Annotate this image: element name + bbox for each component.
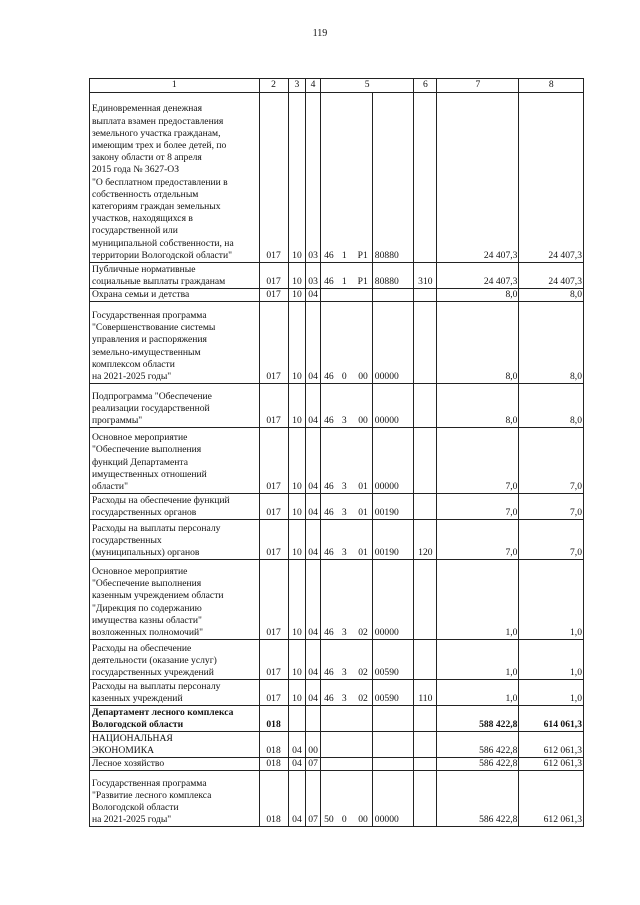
code-direction bbox=[372, 732, 414, 758]
description-line: государственных учреждений bbox=[92, 667, 214, 678]
header-cell: 7 bbox=[437, 79, 519, 93]
code-expense-type bbox=[414, 640, 437, 680]
header-cell: 8 bbox=[519, 79, 584, 93]
code-subprogram: 3 bbox=[337, 384, 352, 428]
description-line: "Развитие лесного комплекса bbox=[92, 789, 212, 801]
description-line: возложенных полномочий" bbox=[92, 627, 204, 638]
code-subsection: 04 bbox=[306, 494, 321, 520]
code-subprogram: 1 bbox=[337, 93, 352, 263]
table-row bbox=[90, 289, 584, 302]
code-program bbox=[320, 732, 337, 758]
code-expense-type: 120 bbox=[414, 520, 437, 560]
code-expense-type bbox=[414, 302, 437, 384]
amount-2023: 7,0 bbox=[519, 520, 584, 560]
code-subsection: 04 bbox=[306, 289, 321, 302]
code-program: 46 bbox=[320, 494, 337, 520]
code-section: 10 bbox=[288, 640, 306, 680]
code-program: 46 bbox=[320, 560, 337, 640]
table-row bbox=[90, 428, 584, 494]
code-event bbox=[352, 706, 373, 732]
code-section: 10 bbox=[288, 384, 306, 428]
description-line: Лесное хозяйство bbox=[92, 758, 165, 770]
description-line: участков, находящихся в bbox=[92, 213, 193, 225]
code-direction bbox=[372, 289, 414, 302]
row-description bbox=[90, 640, 260, 680]
row-description bbox=[90, 680, 260, 706]
amount-2022: 586 422,8 bbox=[437, 758, 519, 771]
code-subsection: 04 bbox=[306, 640, 321, 680]
code-subsection: 03 bbox=[306, 93, 321, 263]
code-program: 46 bbox=[320, 93, 337, 263]
code-subsection: 04 bbox=[306, 560, 321, 640]
code-admin: 017 bbox=[259, 560, 288, 640]
code-event: 01 bbox=[352, 520, 373, 560]
code-section: 04 bbox=[288, 771, 306, 827]
code-admin: 017 bbox=[259, 520, 288, 560]
row-description bbox=[90, 771, 260, 827]
table-row bbox=[90, 560, 584, 640]
description-line: Департамент лесного комплекса bbox=[92, 706, 234, 718]
code-expense-type bbox=[414, 494, 437, 520]
code-subprogram bbox=[337, 732, 352, 758]
code-expense-type bbox=[414, 732, 437, 758]
description-line: имущества казны области" bbox=[92, 614, 202, 626]
code-admin: 017 bbox=[259, 428, 288, 494]
code-section: 10 bbox=[288, 428, 306, 494]
description-line: на 2021-2025 годы" bbox=[92, 814, 172, 826]
code-program bbox=[320, 289, 337, 302]
code-expense-type bbox=[414, 289, 437, 302]
table-row bbox=[90, 732, 584, 758]
description-line: Подпрограмма "Обеспечение bbox=[92, 390, 212, 402]
amount-2022: 7,0 bbox=[437, 520, 519, 560]
amount-2022: 24 407,3 bbox=[437, 263, 519, 289]
code-expense-type bbox=[414, 93, 437, 263]
description-line: управления и распоряжения bbox=[92, 334, 207, 346]
description-line: собственность отдельным bbox=[92, 188, 199, 200]
description-line: "Совершенствование системы bbox=[92, 322, 216, 334]
description-line: Расходы на обеспечение bbox=[92, 642, 192, 654]
description-line: казенным учреждением области bbox=[92, 590, 224, 602]
description-line: деятельности (оказание услуг) bbox=[92, 654, 217, 666]
code-section: 10 bbox=[288, 680, 306, 706]
row-description bbox=[90, 706, 260, 732]
code-event: 01 bbox=[352, 428, 373, 494]
description-line: имеющим трех и более детей, по bbox=[92, 139, 227, 151]
code-section: 04 bbox=[288, 758, 306, 771]
code-subsection: 04 bbox=[306, 680, 321, 706]
code-subsection: 04 bbox=[306, 520, 321, 560]
code-event bbox=[352, 289, 373, 302]
code-admin: 017 bbox=[259, 680, 288, 706]
description-line: "Обеспечение выполнения bbox=[92, 578, 202, 590]
code-direction: 00000 bbox=[372, 560, 414, 640]
code-admin: 017 bbox=[259, 263, 288, 289]
description-line: государственной или bbox=[92, 225, 178, 237]
table-row bbox=[90, 640, 584, 680]
code-section: 10 bbox=[288, 560, 306, 640]
code-admin: 017 bbox=[259, 384, 288, 428]
code-direction: 00190 bbox=[372, 520, 414, 560]
row-description bbox=[90, 93, 260, 263]
description-line: Единовременная денежная bbox=[92, 103, 203, 115]
table-row bbox=[90, 494, 584, 520]
description-line: программы" bbox=[92, 415, 143, 426]
description-line: государственных органов bbox=[92, 507, 197, 518]
table-row bbox=[90, 771, 584, 827]
code-direction: 00000 bbox=[372, 428, 414, 494]
code-subprogram: 3 bbox=[337, 520, 352, 560]
description-line: выплата взамен предоставления bbox=[92, 115, 224, 127]
code-subprogram: 3 bbox=[337, 680, 352, 706]
amount-2022: 1,0 bbox=[437, 640, 519, 680]
table-row bbox=[90, 384, 584, 428]
code-subsection: 04 bbox=[306, 428, 321, 494]
description-line: комплексом области bbox=[92, 358, 175, 370]
description-line: НАЦИОНАЛЬНАЯ bbox=[92, 732, 173, 744]
description-line: Государственная программа bbox=[92, 777, 207, 789]
code-admin: 017 bbox=[259, 289, 288, 302]
code-program: 50 bbox=[320, 771, 337, 827]
row-description bbox=[90, 560, 260, 640]
code-section: 10 bbox=[288, 520, 306, 560]
description-line: земельно-имущественным bbox=[92, 346, 201, 358]
code-subprogram bbox=[337, 706, 352, 732]
code-event bbox=[352, 732, 373, 758]
amount-2022: 586 422,8 bbox=[437, 732, 519, 758]
code-subprogram bbox=[337, 758, 352, 771]
amount-2023: 1,0 bbox=[519, 640, 584, 680]
code-section bbox=[288, 706, 306, 732]
code-program bbox=[320, 706, 337, 732]
code-subsection: 00 bbox=[306, 732, 321, 758]
code-event: 00 bbox=[352, 384, 373, 428]
row-description bbox=[90, 758, 260, 771]
amount-2023: 24 407,3 bbox=[519, 263, 584, 289]
code-direction: 00000 bbox=[372, 384, 414, 428]
code-admin: 017 bbox=[259, 640, 288, 680]
code-event: 01 bbox=[352, 494, 373, 520]
code-subprogram bbox=[337, 289, 352, 302]
row-description bbox=[90, 732, 260, 758]
amount-2022: 586 422,8 bbox=[437, 771, 519, 827]
row-description bbox=[90, 302, 260, 384]
row-description bbox=[90, 428, 260, 494]
table-row bbox=[90, 263, 584, 289]
code-subsection: 07 bbox=[306, 758, 321, 771]
amount-2022: 1,0 bbox=[437, 560, 519, 640]
row-description bbox=[90, 494, 260, 520]
description-line: Расходы на выплаты персоналу bbox=[92, 680, 221, 692]
amount-2023: 24 407,3 bbox=[519, 93, 584, 263]
amount-2022: 588 422,8 bbox=[437, 706, 519, 732]
code-expense-type bbox=[414, 758, 437, 771]
row-description bbox=[90, 289, 260, 302]
code-expense-type bbox=[414, 428, 437, 494]
row-description bbox=[90, 263, 260, 289]
code-direction: 00590 bbox=[372, 640, 414, 680]
description-line: Расходы на обеспечение функций bbox=[92, 494, 230, 506]
description-line: муниципальной собственности, на bbox=[92, 237, 234, 249]
code-expense-type bbox=[414, 384, 437, 428]
description-line: казенных учреждений bbox=[92, 693, 183, 704]
description-line: имущественных отношений bbox=[92, 468, 207, 480]
amount-2023: 614 061,3 bbox=[519, 706, 584, 732]
header-row bbox=[90, 79, 584, 93]
code-admin: 018 bbox=[259, 706, 288, 732]
table-row bbox=[90, 302, 584, 384]
table-row bbox=[90, 520, 584, 560]
code-subprogram: 3 bbox=[337, 560, 352, 640]
amount-2022: 7,0 bbox=[437, 428, 519, 494]
code-program bbox=[320, 758, 337, 771]
amount-2022: 1,0 bbox=[437, 680, 519, 706]
code-subprogram: 1 bbox=[337, 263, 352, 289]
description-line: (муниципальных) органов bbox=[92, 547, 200, 558]
description-line: Публичные нормативные bbox=[92, 263, 196, 275]
header-cell: 4 bbox=[306, 79, 321, 93]
amount-2023: 7,0 bbox=[519, 428, 584, 494]
amount-2023: 612 061,3 bbox=[519, 732, 584, 758]
code-expense-type bbox=[414, 771, 437, 827]
code-direction: 00000 bbox=[372, 302, 414, 384]
description-line: Основное мероприятие bbox=[92, 432, 188, 444]
code-expense-type bbox=[414, 706, 437, 732]
code-expense-type bbox=[414, 560, 437, 640]
description-line: реализации государственной bbox=[92, 402, 210, 414]
code-section: 10 bbox=[288, 302, 306, 384]
description-line: области" bbox=[92, 481, 128, 492]
code-program: 46 bbox=[320, 520, 337, 560]
header-cell: 2 bbox=[259, 79, 288, 93]
code-event: 00 bbox=[352, 302, 373, 384]
row-description bbox=[90, 384, 260, 428]
amount-2022: 24 407,3 bbox=[437, 93, 519, 263]
code-subprogram: 3 bbox=[337, 640, 352, 680]
code-event: 00 bbox=[352, 771, 373, 827]
code-section: 10 bbox=[288, 289, 306, 302]
header-cell: 5 bbox=[320, 79, 414, 93]
code-event: Р1 bbox=[352, 93, 373, 263]
row-description bbox=[90, 520, 260, 560]
code-program: 46 bbox=[320, 302, 337, 384]
page-number: 119 bbox=[312, 28, 328, 39]
amount-2023: 8,0 bbox=[519, 289, 584, 302]
code-direction: 80880 bbox=[372, 263, 414, 289]
code-program: 46 bbox=[320, 640, 337, 680]
description-line: Охрана семьи и детства bbox=[92, 289, 190, 300]
code-direction bbox=[372, 758, 414, 771]
code-expense-type: 310 bbox=[414, 263, 437, 289]
code-admin: 017 bbox=[259, 302, 288, 384]
code-event bbox=[352, 758, 373, 771]
code-subsection: 04 bbox=[306, 384, 321, 428]
code-direction bbox=[372, 706, 414, 732]
code-program: 46 bbox=[320, 680, 337, 706]
description-line: категориям граждан земельных bbox=[92, 200, 221, 212]
description-line: земельного участка гражданам, bbox=[92, 127, 221, 139]
header-cell: 6 bbox=[414, 79, 437, 93]
description-line: социальные выплаты гражданам bbox=[92, 275, 226, 287]
code-expense-type: 110 bbox=[414, 680, 437, 706]
table-row bbox=[90, 680, 584, 706]
description-line: Расходы на выплаты персоналу bbox=[92, 522, 221, 534]
amount-2023: 7,0 bbox=[519, 494, 584, 520]
amount-2022: 7,0 bbox=[437, 494, 519, 520]
table-row bbox=[90, 93, 584, 263]
code-event: Р1 bbox=[352, 263, 373, 289]
description-line: "О бесплатном предоставлении в bbox=[92, 176, 228, 188]
code-program: 46 bbox=[320, 384, 337, 428]
amount-2022: 8,0 bbox=[437, 289, 519, 302]
description-line: "Обеспечение выполнения bbox=[92, 444, 202, 456]
code-subprogram: 0 bbox=[337, 302, 352, 384]
table-row bbox=[90, 758, 584, 771]
amount-2023: 8,0 bbox=[519, 384, 584, 428]
code-direction: 00190 bbox=[372, 494, 414, 520]
header-cell: 3 bbox=[288, 79, 306, 93]
code-direction: 80880 bbox=[372, 93, 414, 263]
description-line: закону области от 8 апреля bbox=[92, 152, 202, 164]
description-line: функций Департамента bbox=[92, 456, 188, 468]
description-line: Государственная программа bbox=[92, 309, 207, 321]
code-event: 02 bbox=[352, 640, 373, 680]
code-event: 02 bbox=[352, 560, 373, 640]
code-subsection bbox=[306, 706, 321, 732]
code-direction: 00000 bbox=[372, 771, 414, 827]
description-line: на 2021-2025 годы" bbox=[92, 371, 172, 382]
description-line: ЭКОНОМИКА bbox=[92, 745, 155, 756]
code-admin: 017 bbox=[259, 494, 288, 520]
code-program: 46 bbox=[320, 428, 337, 494]
description-line: Основное мероприятие bbox=[92, 565, 188, 577]
code-subprogram: 3 bbox=[337, 494, 352, 520]
code-admin: 018 bbox=[259, 732, 288, 758]
code-admin: 018 bbox=[259, 758, 288, 771]
amount-2022: 8,0 bbox=[437, 302, 519, 384]
code-subsection: 03 bbox=[306, 263, 321, 289]
description-line: Вологодской области bbox=[92, 802, 179, 813]
code-section: 10 bbox=[288, 494, 306, 520]
amount-2023: 8,0 bbox=[519, 302, 584, 384]
code-subsection: 07 bbox=[306, 771, 321, 827]
code-program: 46 bbox=[320, 263, 337, 289]
amount-2022: 8,0 bbox=[437, 384, 519, 428]
description-line: государственных bbox=[92, 534, 162, 546]
code-event: 02 bbox=[352, 680, 373, 706]
header-cell: 1 bbox=[90, 79, 260, 93]
description-line: "Дирекция по содержанию bbox=[92, 602, 202, 614]
amount-2023: 612 061,3 bbox=[519, 771, 584, 827]
description-line: территории Вологодской области" bbox=[92, 249, 233, 261]
description-line: 2015 года № 3627-ОЗ bbox=[92, 164, 180, 176]
budget-table bbox=[89, 78, 584, 827]
code-direction: 00590 bbox=[372, 680, 414, 706]
code-subprogram: 3 bbox=[337, 428, 352, 494]
code-subprogram: 0 bbox=[337, 771, 352, 827]
amount-2023: 1,0 bbox=[519, 680, 584, 706]
code-admin: 017 bbox=[259, 93, 288, 263]
code-subsection: 04 bbox=[306, 302, 321, 384]
description-line: Вологодской области bbox=[92, 719, 184, 730]
code-admin: 018 bbox=[259, 771, 288, 827]
amount-2023: 612 061,3 bbox=[519, 758, 584, 771]
code-section: 04 bbox=[288, 732, 306, 758]
code-section: 10 bbox=[288, 263, 306, 289]
table-row bbox=[90, 706, 584, 732]
amount-2023: 1,0 bbox=[519, 560, 584, 640]
code-section: 10 bbox=[288, 93, 306, 263]
